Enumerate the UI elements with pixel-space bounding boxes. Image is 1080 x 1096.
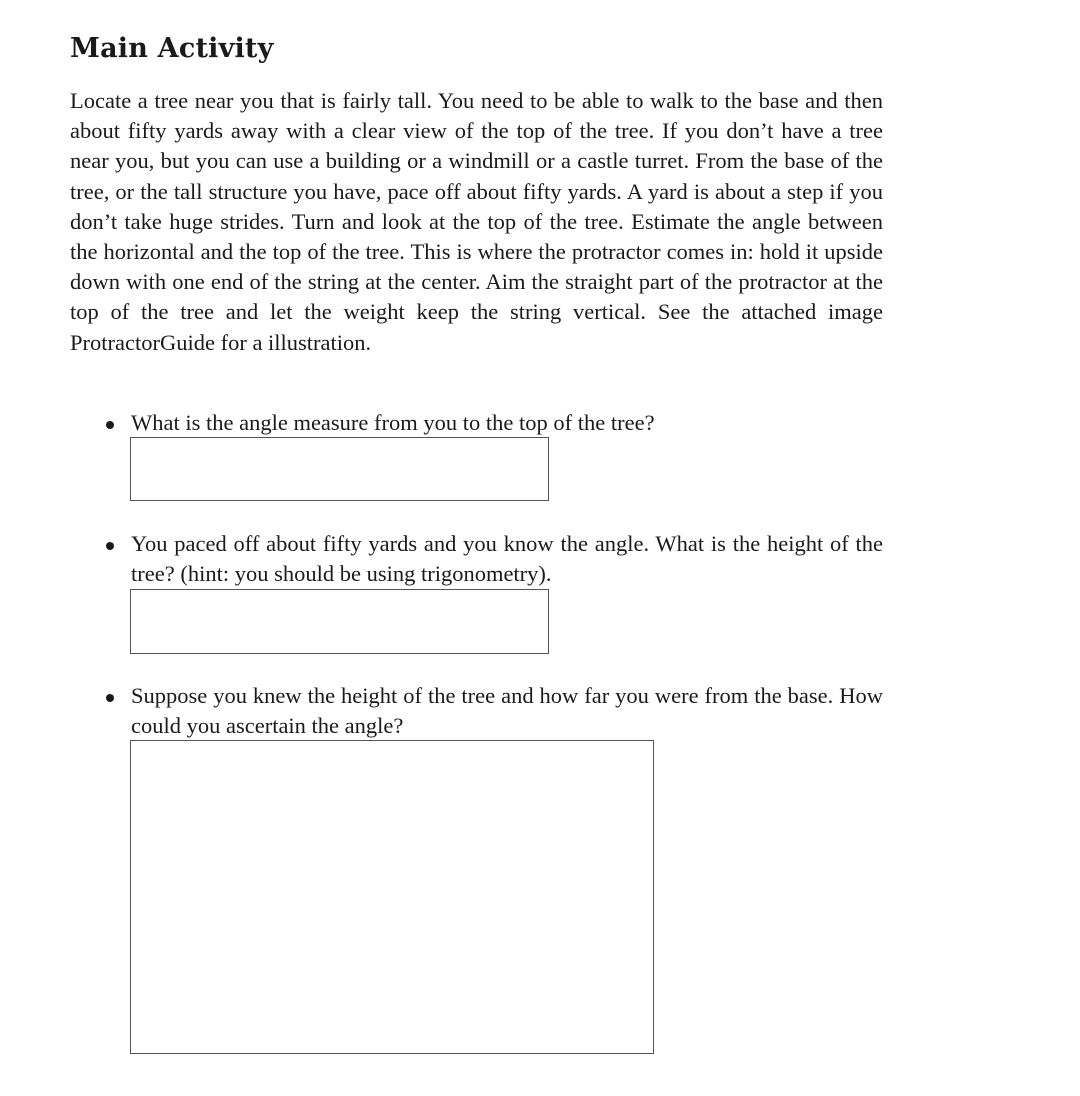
answer-box-1[interactable] — [130, 437, 549, 501]
question-3-text: Suppose you knew the height of the tree and how far you were from the base. How could you ascertain the angle? — [131, 683, 883, 739]
bullet-icon — [106, 694, 114, 702]
answer-box-3[interactable] — [130, 740, 654, 1054]
bullet-icon — [106, 421, 114, 429]
answer-box-2[interactable] — [130, 589, 549, 654]
section-title: Main Activity — [70, 33, 274, 64]
question-2-text: You paced off about fifty yards and you know the angle. What is the height of the tree? (hint: you should be using trigonometry). — [131, 531, 883, 587]
question-1-text: What is the angle measure from you to the top of the tree? — [131, 410, 655, 435]
intro-paragraph: Locate a tree near you that is fairly tall. You need to be able to walk to the base and then about fifty yards away with a clear view of the top of the tree. If you don’t have a tree near you, but you can use a building or a windmill or a castle turret. From the base of the tree, or the tall structure you have, pace off about fifty yards. A yard is about a step if you don’t take huge strides. Turn and look at the top of the tree. Estimate the angle between the horizontal and the top of the tree. This is where the protractor comes in: hold it upside down with one end of the string at the center. Aim the straight part of the protractor at the top of the tree and let the weight keep the string vertical. See the attached image ProtractorGuide for a illustration. — [70, 88, 883, 355]
bullet-icon — [106, 542, 114, 550]
